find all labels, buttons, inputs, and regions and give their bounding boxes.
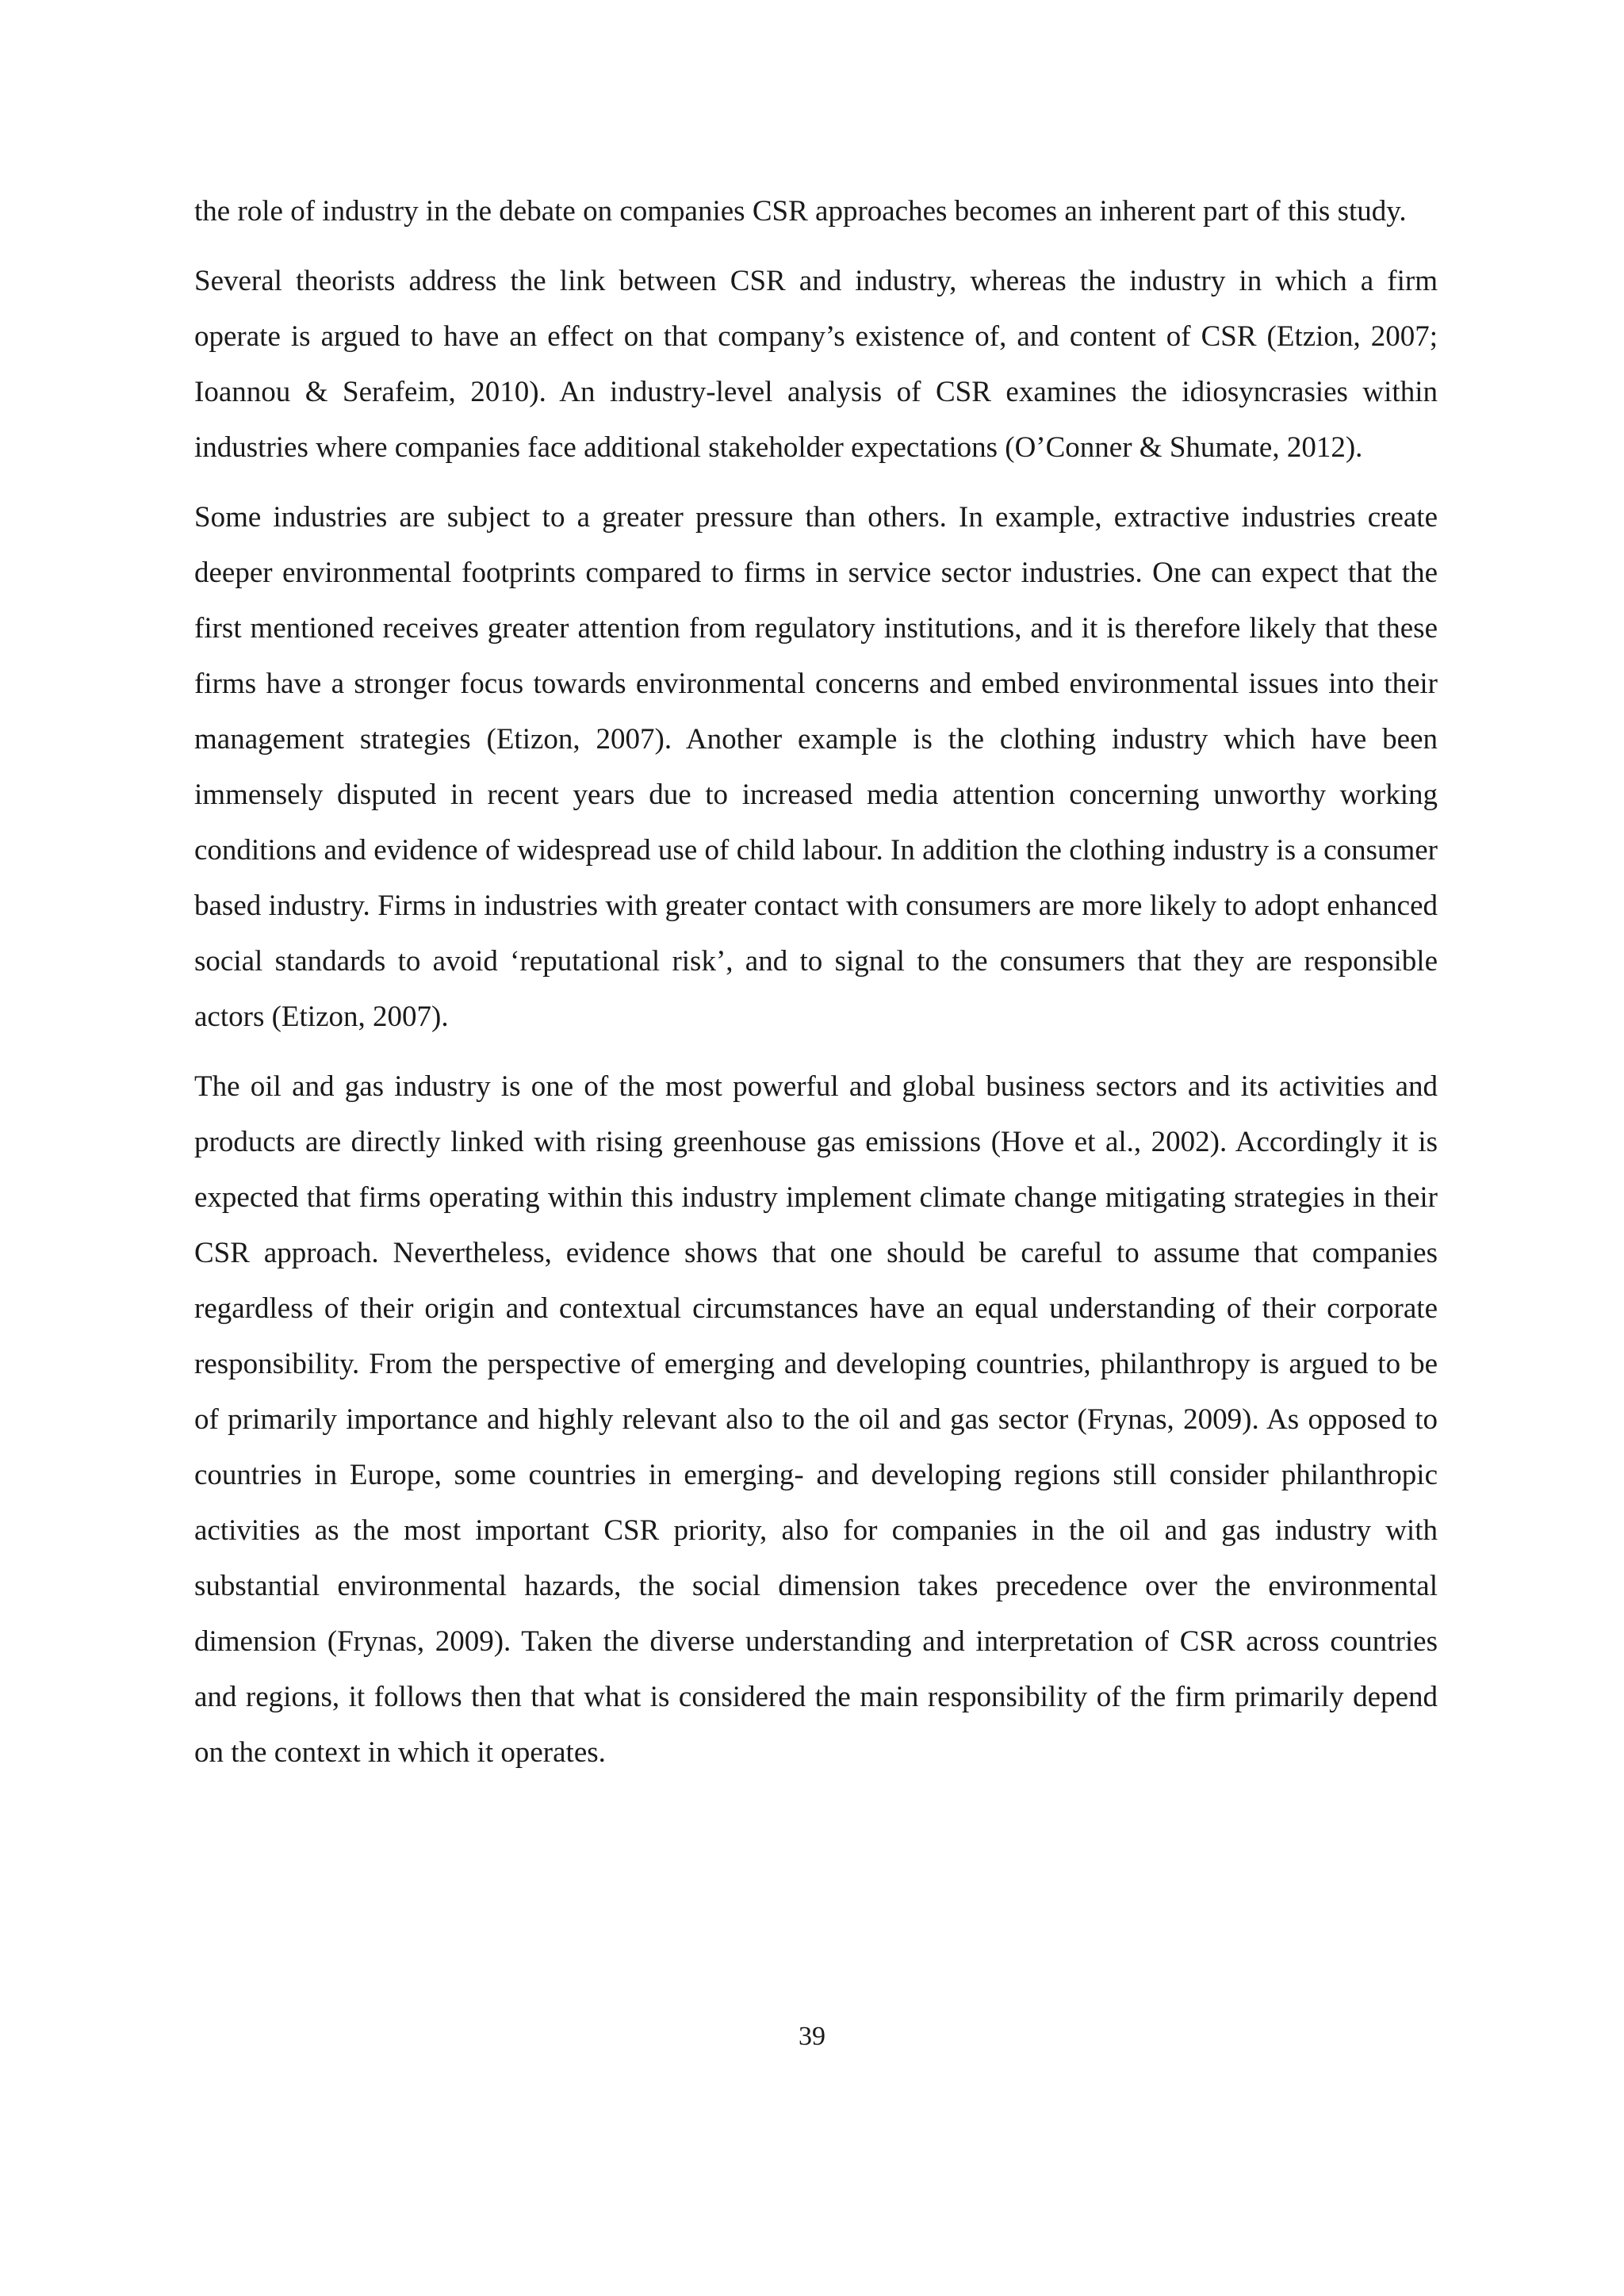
paragraph-industry-role: the role of industry in the debate on companies CSR approaches becomes an inherent part of this study. <box>194 195 1407 228</box>
paragraph-industry-pressure: Some industries are subject to a greater pressure than others. In example, extractive industries create deeper environmental footprints compared to firms in service sector industries. One can expect that the first mentioned receives greater attention from regulatory institutions, and it is therefore likely that these firms have a stronger focus towards environmental concerns and embed environmental issues into their management strategies (Etizon, 2007). Another example is the clothing industry which have been immensely disputed in recent years due to increased media attention concerning unworthy working conditions and evidence of widespread use of child labour. In addition the clothing industry is a consumer based industry. Firms in industries with greater contact with consumers are more likely to adopt enhanced social standards to avoid ‘reputational risk’, and to signal to the consumers that they are responsible actors (Etizon, 2007). <box>194 501 1438 1033</box>
page-number: 39 <box>799 2022 825 2051</box>
paragraph-csr-industry-link: Several theorists address the link between CSR and industry, whereas the industry in which a firm operate is argued to have an effect on that company’s existence of, and content of CSR (Etzion, 2007; Ioannou & Serafeim, 2010). An industry-level analysis of CSR examines the idiosyncrasies within industries where companies face additional stakeholder expectations (O’Conner & Shumate, 2012). <box>194 265 1438 464</box>
paragraph-oil-and-gas: The oil and gas industry is one of the most powerful and global business sectors and its activities and products are directly linked with rising greenhouse gas emissions (Hove et al., 2002). Accordingly it is expected that firms operating within this industry implement climate change mitigating strategies in their CSR approach. Nevertheless, evidence shows that one should be careful to assume that companies regardless of their origin and contextual circumstances have an equal understanding of their corporate responsibility. From the perspective of emerging and developing countries, philanthropy is argued to be of primarily importance and highly relevant also to the oil and gas sector (Frynas, 2009). As opposed to countries in Europe, some countries in emerging- and developing regions still consider philanthropic activities as the most important CSR priority, also for companies in the oil and gas industry with substantial environmental hazards, the social dimension takes precedence over the environmental dimension (Frynas, 2009). Taken the diverse understanding and interpretation of CSR across countries and regions, it follows then that what is considered the main responsibility of the firm primarily depend on the context in which it operates. <box>194 1070 1438 1769</box>
document-body <box>194 184 1438 1795</box>
